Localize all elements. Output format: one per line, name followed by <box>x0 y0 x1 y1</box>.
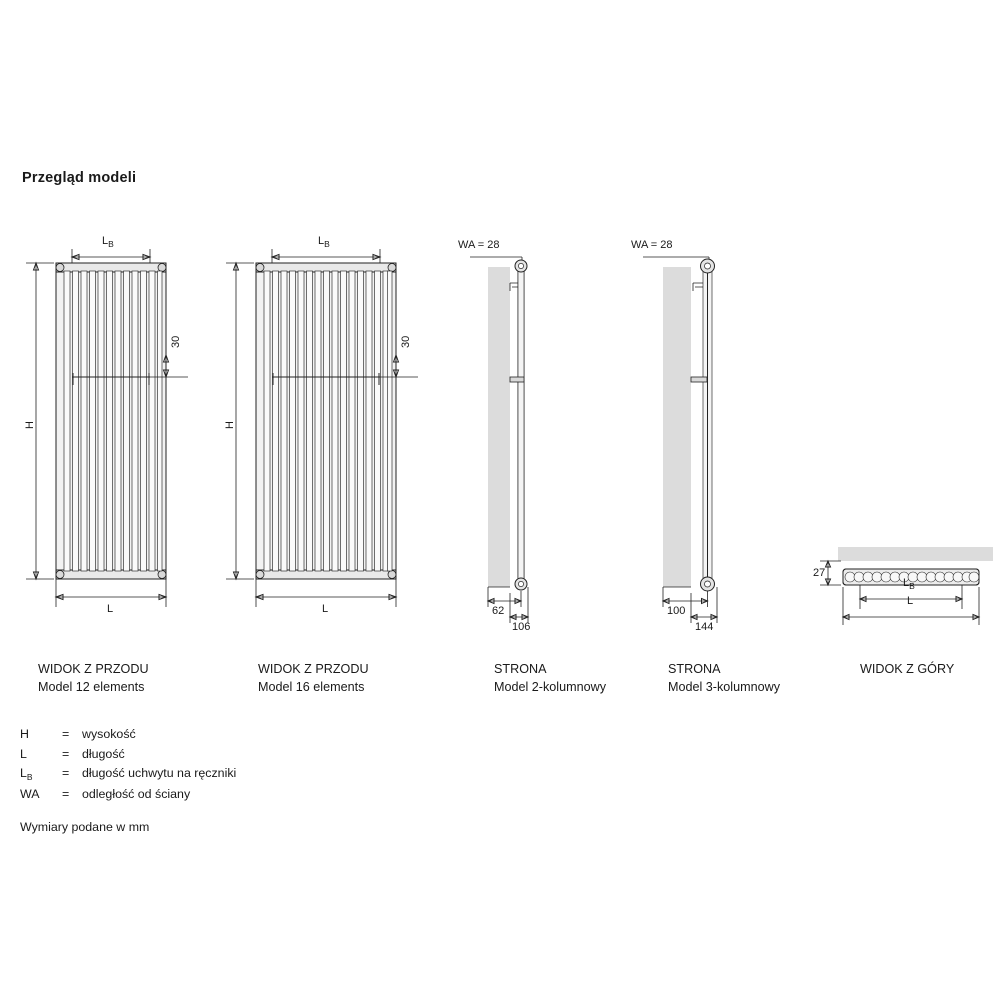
dim-wa-2col: WA = 28 <box>458 239 500 251</box>
dim-106: 106 <box>512 621 531 633</box>
caption-line1: STRONA <box>494 662 547 676</box>
caption-line2: Model 16 elements <box>258 680 365 694</box>
figure-side-2col <box>450 235 630 635</box>
figure-front-12 <box>10 235 220 635</box>
legend-text: długość <box>82 746 125 761</box>
caption-side-3col <box>668 660 780 696</box>
dim-30-front12: 30 <box>170 335 182 348</box>
legend-equals: = <box>62 746 70 761</box>
legend <box>20 725 236 804</box>
legend-row <box>20 725 236 745</box>
dim-lb-front16: $L_B$ <box>318 235 330 249</box>
caption-front-16 <box>258 660 369 696</box>
caption-line1: STRONA <box>668 662 721 676</box>
caption-line2: Model 3-kolumnowy <box>668 680 780 694</box>
caption-line1: WIDOK Z GÓRY <box>860 662 955 676</box>
caption-front-12 <box>38 660 149 696</box>
dim-lb-top: $L_B$ <box>903 577 915 591</box>
legend-symbol: L <box>20 746 27 761</box>
figure-side-3col <box>625 235 805 635</box>
dim-h-front16: H <box>224 421 236 429</box>
legend-symbol: $L_B$ <box>20 766 33 782</box>
dim-30-front16: 30 <box>400 335 412 348</box>
legend-row <box>20 745 236 765</box>
legend-text: długość uchwytu na ręczniki <box>82 766 237 780</box>
legend-equals: = <box>62 727 70 741</box>
caption-line2: Model 12 elements <box>38 680 145 694</box>
dim-l-front16: L <box>322 603 329 615</box>
dim-wa-3col: WA = 28 <box>631 239 673 251</box>
caption-line1: WIDOK Z PRZODU <box>38 662 149 676</box>
caption-side-2col <box>494 660 606 696</box>
caption-top-view <box>860 660 954 678</box>
legend-text: wysokość <box>82 727 136 741</box>
figure-top-view <box>810 535 1000 645</box>
legend-equals: = <box>62 786 70 801</box>
dim-144: 144 <box>695 621 714 633</box>
dim-62: 62 <box>492 605 505 617</box>
dim-100: 100 <box>667 605 686 617</box>
dim-l-top: L <box>907 595 914 607</box>
dim-lb-front12: $L_B$ <box>102 235 114 249</box>
figure-front-16 <box>224 235 450 635</box>
caption-line2: Model 2-kolumnowy <box>494 680 606 694</box>
caption-line1: WIDOK Z PRZODU <box>258 662 369 676</box>
dim-l-front12: L <box>107 603 114 615</box>
legend-symbol: H <box>20 727 29 741</box>
legend-text: odległość od ściany <box>82 786 191 801</box>
dim-27: 27 <box>813 567 826 579</box>
page-title: Przegląd modeli <box>22 170 137 186</box>
legend-symbol: WA <box>20 786 40 801</box>
legend-equals: = <box>62 766 70 780</box>
units-note: Wymiary podane w mm <box>20 820 150 834</box>
legend-row <box>20 785 236 805</box>
dim-h-front12: H <box>24 421 36 429</box>
legend-row <box>20 764 236 785</box>
